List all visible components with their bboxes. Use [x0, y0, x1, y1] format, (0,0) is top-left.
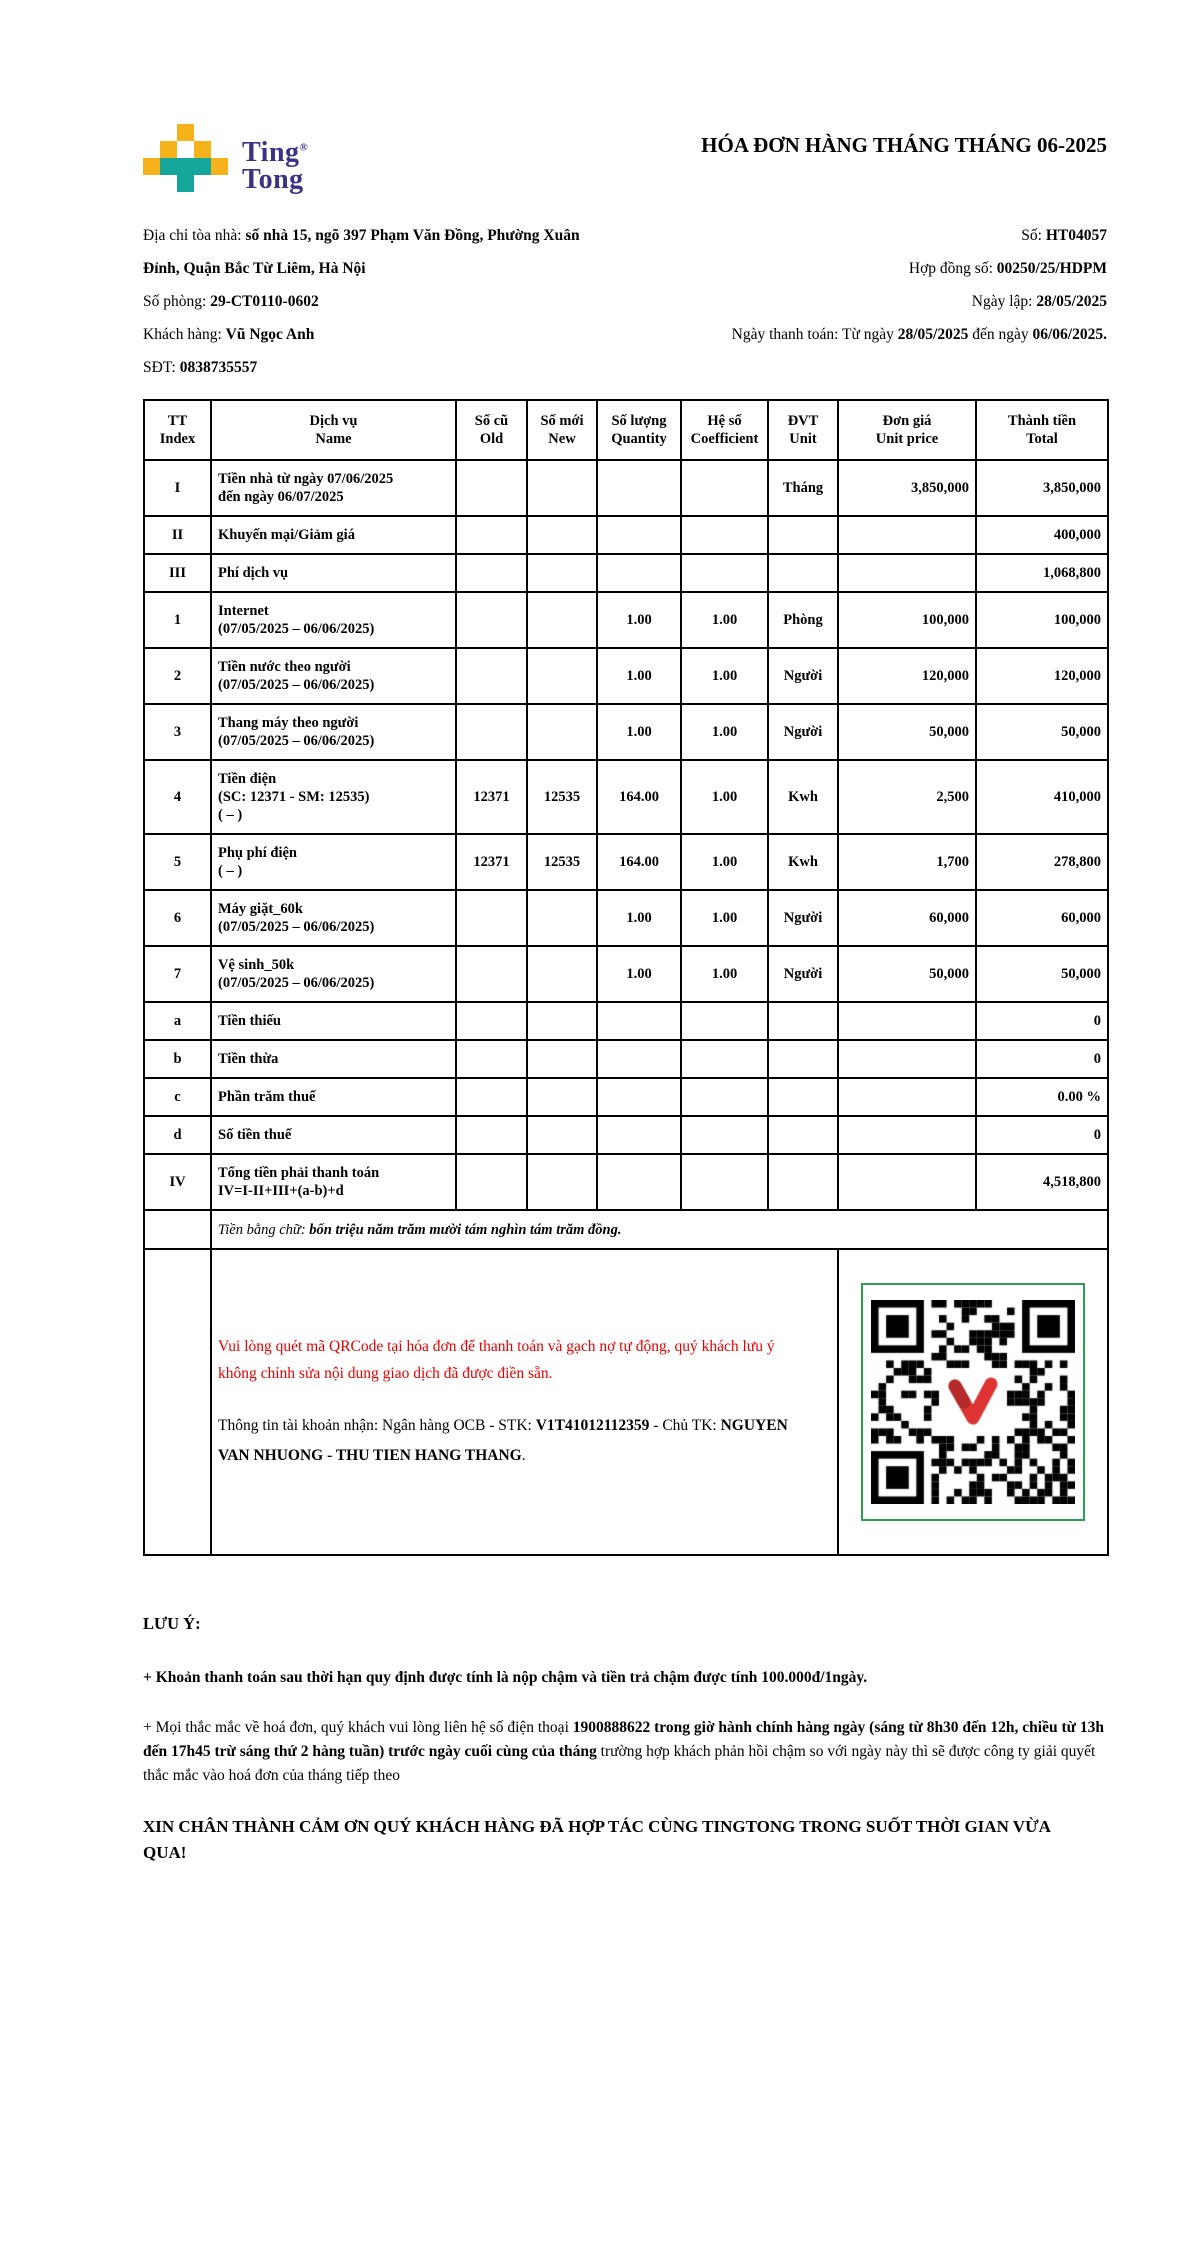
table-cell — [527, 1078, 597, 1116]
table-cell — [597, 1040, 681, 1078]
table-cell: 120,000 — [976, 648, 1108, 704]
qr-red-note: Vui lòng quét mã QRCode tại hóa đơn để thanh toán và gạch nợ tự động, quý khách lưu ý không chỉnh sửa nội dung giao dịch đã được điền sẵn. — [218, 1338, 775, 1383]
table-cell: Kwh — [768, 760, 838, 834]
table-cell: Tiền thiếu — [211, 1002, 456, 1040]
table-cell: Tổng tiền phải thanh toán IV=I-II+III+(a-b)+d — [211, 1154, 456, 1210]
qr-cell — [838, 1249, 1108, 1555]
table-cell: 164.00 — [597, 834, 681, 890]
amount-in-words: Tiền bằng chữ: bốn triệu năm trăm mười tám nghìn tám trăm đồng. — [211, 1210, 1108, 1249]
table-cell: 3,850,000 — [838, 460, 976, 516]
table-cell — [838, 1078, 976, 1116]
table-header-row — [144, 400, 1108, 460]
note-late-payment: + Khoản thanh toán sau thời hạn quy định được tính là nộp chậm và tiền trả chậm được tính 100.000đ/1ngày. — [143, 1669, 868, 1687]
table-cell: 50,000 — [976, 946, 1108, 1002]
table-cell — [456, 1002, 527, 1040]
table-cell: Phòng — [768, 592, 838, 648]
table-cell — [768, 1040, 838, 1078]
table-cell: Phần trăm thuế — [211, 1078, 456, 1116]
table-row — [144, 1154, 1108, 1210]
table-header-cell: Đơn giá Unit price — [838, 400, 976, 460]
table-cell: 1,068,800 — [976, 554, 1108, 592]
table-row — [144, 946, 1108, 1002]
table-header-cell: Hệ số Coefficient — [681, 400, 768, 460]
table-cell — [456, 1154, 527, 1210]
table-cell: 2,500 — [838, 760, 976, 834]
table-header-cell: Thành tiền Total — [976, 400, 1108, 460]
invoice-sheet — [143, 96, 1107, 1892]
table-header-cell: TT Index — [144, 400, 211, 460]
table-cell — [456, 648, 527, 704]
logo-pixel-arrow-icon — [143, 124, 228, 192]
bank-account-info: Thông tin tài khoản nhận: Ngân hàng OCB - STK: V1T41012112359 - Chủ TK: NGUYEN VAN NHUONG - THU TIEN HANG THANG. — [218, 1417, 788, 1465]
table-cell — [597, 554, 681, 592]
table-row — [144, 648, 1108, 704]
payment-period-line: Ngày thanh toán: Từ ngày 28/05/2025 đến ngày 06/06/2025. — [731, 326, 1107, 344]
table-header-cell: Dịch vụ Name — [211, 400, 456, 460]
table-cell — [768, 1116, 838, 1154]
table-header-cell: ĐVT Unit — [768, 400, 838, 460]
table-cell: 0.00 % — [976, 1078, 1108, 1116]
table-cell — [597, 516, 681, 554]
table-header-cell: Số cũ Old — [456, 400, 527, 460]
table-cell: 1.00 — [681, 834, 768, 890]
table-cell: 100,000 — [976, 592, 1108, 648]
table-cell: 60,000 — [976, 890, 1108, 946]
contract-number-line: Hợp đồng số: 00250/25/HDPM — [908, 260, 1107, 278]
table-cell: Người — [768, 946, 838, 1002]
table-cell: 400,000 — [976, 516, 1108, 554]
table-cell: 5 — [144, 834, 211, 890]
table-row — [144, 760, 1108, 834]
qr-row — [144, 1249, 1108, 1555]
notes-heading: LƯU Ý: — [143, 1614, 201, 1634]
customer-name-line: Khách hàng: Vũ Ngọc Anh — [143, 326, 315, 344]
table-row — [144, 460, 1108, 516]
table-cell — [597, 1116, 681, 1154]
invoice-table-body — [144, 460, 1108, 1210]
table-cell — [456, 946, 527, 1002]
info-right-column — [627, 219, 1107, 384]
table-row — [144, 592, 1108, 648]
table-row — [144, 554, 1108, 592]
table-row — [144, 1078, 1108, 1116]
invoice-table-footer — [144, 1210, 1108, 1555]
table-cell: Vệ sinh_50k (07/05/2025 – 06/06/2025) — [211, 946, 456, 1002]
table-cell — [456, 460, 527, 516]
invoice-number-line: Số: HT04057 — [1021, 227, 1107, 245]
table-cell — [456, 592, 527, 648]
qr-code — [861, 1283, 1085, 1521]
table-cell: Người — [768, 704, 838, 760]
table-cell — [681, 1040, 768, 1078]
table-cell: Tháng — [768, 460, 838, 516]
logo-line2: Tong — [242, 163, 304, 195]
table-cell: 7 — [144, 946, 211, 1002]
table-cell: Người — [768, 890, 838, 946]
logo-line1: Ting — [242, 137, 300, 168]
table-cell: 60,000 — [838, 890, 976, 946]
info-section — [143, 219, 1107, 384]
table-cell — [597, 1154, 681, 1210]
table-cell — [681, 516, 768, 554]
table-cell: 4 — [144, 760, 211, 834]
table-cell: Phụ phí điện ( – ) — [211, 834, 456, 890]
table-cell: 1.00 — [597, 704, 681, 760]
table-cell: 1.00 — [597, 648, 681, 704]
logo-wordmark — [242, 137, 309, 195]
table-cell: 410,000 — [976, 760, 1108, 834]
table-row — [144, 704, 1108, 760]
table-cell — [144, 1210, 211, 1249]
table-cell: 1.00 — [597, 946, 681, 1002]
table-header-cell: Số lượng Quantity — [597, 400, 681, 460]
table-cell: 50,000 — [838, 704, 976, 760]
invoice-table — [143, 399, 1109, 1556]
table-cell: 120,000 — [838, 648, 976, 704]
table-cell — [681, 460, 768, 516]
table-cell: Kwh — [768, 834, 838, 890]
table-cell: 3 — [144, 704, 211, 760]
table-cell: Số tiền thuế — [211, 1116, 456, 1154]
table-cell — [456, 1078, 527, 1116]
table-row — [144, 1040, 1108, 1078]
table-cell — [527, 1040, 597, 1078]
table-cell: 4,518,800 — [976, 1154, 1108, 1210]
table-cell: Phí dịch vụ — [211, 554, 456, 592]
building-address-line: Địa chỉ tòa nhà: số nhà 15, ngõ 397 Phạm Văn Đồng, Phường Xuân Đỉnh, Quận Bắc Từ Liêm, Hà Nội — [143, 227, 580, 278]
table-cell — [838, 1040, 976, 1078]
table-cell — [527, 516, 597, 554]
table-cell — [838, 516, 976, 554]
invoice-table-head — [144, 400, 1108, 460]
table-cell: Máy giặt_60k (07/05/2025 – 06/06/2025) — [211, 890, 456, 946]
room-number-line: Số phòng: 29-CT0110-0602 — [143, 293, 319, 311]
table-cell — [527, 1116, 597, 1154]
table-cell: Internet (07/05/2025 – 06/06/2025) — [211, 592, 456, 648]
table-cell: c — [144, 1078, 211, 1116]
table-cell: Tiền nhà từ ngày 07/06/2025 đến ngày 06/07/2025 — [211, 460, 456, 516]
table-cell: 2 — [144, 648, 211, 704]
table-cell: I — [144, 460, 211, 516]
table-cell: 1.00 — [681, 890, 768, 946]
table-cell — [527, 704, 597, 760]
table-cell: 12535 — [527, 834, 597, 890]
note-hotline: + Mọi thắc mắc về hoá đơn, quý khách vui lòng liên hệ số điện thoại 1900888622 trong giờ hành chính hàng ngày (sáng từ 8h30 đến 12h, chiều từ 13h đến 17h45 trừ sáng thứ 2 hàng tuần) trước ngày cuối cùng của tháng trường hợp khách phản hồi chậm so với ngày này thì sẽ được công ty giải quyết thắc mắc vào hoá đơn của tháng tiếp theo — [143, 1719, 1104, 1785]
table-cell — [838, 1154, 976, 1210]
table-cell: 50,000 — [976, 704, 1108, 760]
table-cell — [527, 648, 597, 704]
table-cell: II — [144, 516, 211, 554]
info-left-column — [143, 219, 605, 384]
table-cell — [456, 890, 527, 946]
table-cell: 278,800 — [976, 834, 1108, 890]
table-cell: 50,000 — [838, 946, 976, 1002]
table-cell — [597, 460, 681, 516]
table-row — [144, 1116, 1108, 1154]
table-cell: 164.00 — [597, 760, 681, 834]
table-cell: 0 — [976, 1002, 1108, 1040]
issue-date-line: Ngày lập: 28/05/2025 — [971, 293, 1107, 311]
table-row — [144, 890, 1108, 946]
table-header-cell: Số mới New — [527, 400, 597, 460]
table-cell: 1.00 — [681, 704, 768, 760]
table-cell — [838, 1116, 976, 1154]
note-thank-you: XIN CHÂN THÀNH CẢM ƠN QUÝ KHÁCH HÀNG ĐÃ HỢP TÁC CÙNG TINGTONG TRONG SUỐT THỜI GIAN VỪA QUA! — [143, 1817, 1050, 1863]
company-logo — [143, 124, 308, 193]
table-cell — [681, 1002, 768, 1040]
table-cell: III — [144, 554, 211, 592]
table-cell: 1.00 — [681, 648, 768, 704]
table-cell — [456, 554, 527, 592]
table-cell: Khuyến mại/Giảm giá — [211, 516, 456, 554]
table-cell: 100,000 — [838, 592, 976, 648]
notes-section — [143, 1612, 1107, 1866]
table-cell: 0 — [976, 1040, 1108, 1078]
table-cell — [768, 1002, 838, 1040]
table-cell: Người — [768, 648, 838, 704]
table-row — [144, 1002, 1108, 1040]
table-cell: Tiền điện (SC: 12371 - SM: 12535) ( – ) — [211, 760, 456, 834]
table-cell — [681, 1154, 768, 1210]
table-cell: Thang máy theo người (07/05/2025 – 06/06/2025) — [211, 704, 456, 760]
table-cell — [597, 1078, 681, 1116]
table-cell: IV — [144, 1154, 211, 1210]
amount-in-words-row — [144, 1210, 1108, 1249]
table-cell — [456, 1040, 527, 1078]
qr-text-cell — [211, 1249, 838, 1555]
table-row — [144, 834, 1108, 890]
table-cell: 0 — [976, 1116, 1108, 1154]
table-cell — [527, 1002, 597, 1040]
table-cell: Tiền thừa — [211, 1040, 456, 1078]
table-cell — [768, 1154, 838, 1210]
table-cell: d — [144, 1116, 211, 1154]
table-cell: 12371 — [456, 834, 527, 890]
table-cell: Tiền nước theo người (07/05/2025 – 06/06/2025) — [211, 648, 456, 704]
table-cell — [681, 1078, 768, 1116]
table-cell: 1.00 — [597, 592, 681, 648]
table-cell: 1.00 — [681, 592, 768, 648]
table-cell — [768, 516, 838, 554]
table-cell — [681, 554, 768, 592]
table-cell — [527, 1154, 597, 1210]
table-cell: 6 — [144, 890, 211, 946]
invoice-header — [143, 96, 1107, 193]
table-cell — [456, 516, 527, 554]
table-cell — [768, 554, 838, 592]
table-row — [144, 516, 1108, 554]
table-cell — [527, 554, 597, 592]
qr-code-canvas — [871, 1300, 1075, 1504]
table-cell: 1 — [144, 592, 211, 648]
table-cell — [527, 460, 597, 516]
table-cell — [527, 592, 597, 648]
table-cell — [144, 1249, 211, 1555]
invoice-title: HÓA ĐƠN HÀNG THÁNG THÁNG 06-2025 — [701, 133, 1107, 157]
table-cell: 1.00 — [681, 946, 768, 1002]
table-cell — [456, 704, 527, 760]
table-cell: 3,850,000 — [976, 460, 1108, 516]
registered-mark: ® — [299, 141, 309, 154]
table-cell: 12371 — [456, 760, 527, 834]
table-cell: 1.00 — [681, 760, 768, 834]
table-cell — [681, 1116, 768, 1154]
table-cell — [527, 890, 597, 946]
table-cell — [456, 1116, 527, 1154]
table-cell: 1.00 — [597, 890, 681, 946]
table-cell: a — [144, 1002, 211, 1040]
table-cell — [768, 1078, 838, 1116]
table-cell — [597, 1002, 681, 1040]
table-cell — [527, 946, 597, 1002]
phone-line: SĐT: 0838735557 — [143, 359, 258, 377]
table-cell: 1,700 — [838, 834, 976, 890]
table-cell: 12535 — [527, 760, 597, 834]
table-cell — [838, 1002, 976, 1040]
table-cell: b — [144, 1040, 211, 1078]
table-cell — [838, 554, 976, 592]
